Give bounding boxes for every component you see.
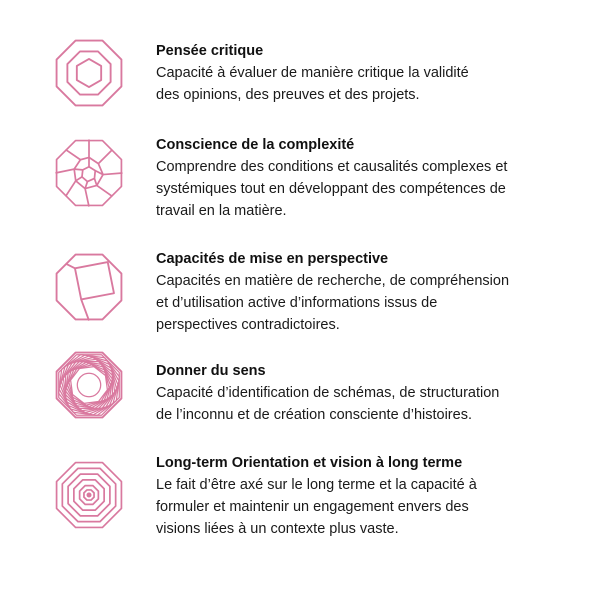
description-line: formuler et maintenir un engagement envers des: [156, 499, 469, 515]
concentric-octagon-icon: [50, 456, 128, 534]
description-line: visions liées à un contexte plus vaste.: [156, 521, 399, 537]
description-line: Le fait d’être axé sur le long terme et la capacité à: [156, 477, 477, 493]
description-line: des opinions, des preuves et des projets.: [156, 87, 420, 103]
description-line: Capacité d’identification de schémas, de structuration: [156, 385, 500, 401]
competence-title: Capacités de mise en perspective: [156, 251, 389, 267]
description-line: systémiques tout en développant des compétences de: [156, 181, 506, 197]
competence-text: [156, 452, 576, 540]
competence-text: [156, 360, 576, 426]
competence-text: [156, 40, 576, 106]
description-line: perspectives contradictoires.: [156, 317, 340, 333]
competence-title: Pensée critique: [156, 43, 264, 59]
competence-text: [156, 134, 576, 222]
description-line: de l’inconnu et de création consciente d’histoires.: [156, 407, 472, 423]
description-line: Comprendre des conditions et causalités complexes et: [156, 159, 508, 175]
nested-octagon-hexagon-icon: [50, 34, 128, 112]
description-line: Capacité à évaluer de manière critique la validité: [156, 65, 469, 81]
competence-title: Conscience de la complexité: [156, 137, 355, 153]
competence-description: [156, 62, 576, 106]
spiral-octagon-icon: [50, 346, 128, 424]
competence-title: Long-term Orientation et vision à long terme: [156, 455, 463, 471]
description-line: travail en la matière.: [156, 203, 287, 219]
description-line: Capacités en matière de recherche, de compréhension: [156, 273, 510, 289]
competence-description: [156, 156, 576, 222]
competence-description: [156, 382, 576, 426]
competence-title: Donner du sens: [156, 363, 266, 379]
competence-description: [156, 474, 576, 540]
competence-description: [156, 270, 576, 336]
octagon-perspective-square-icon: [50, 248, 128, 326]
competence-text: [156, 248, 576, 336]
faceted-octagon-icon: [50, 134, 128, 212]
description-line: et d’utilisation active d’informations issus de: [156, 295, 438, 311]
